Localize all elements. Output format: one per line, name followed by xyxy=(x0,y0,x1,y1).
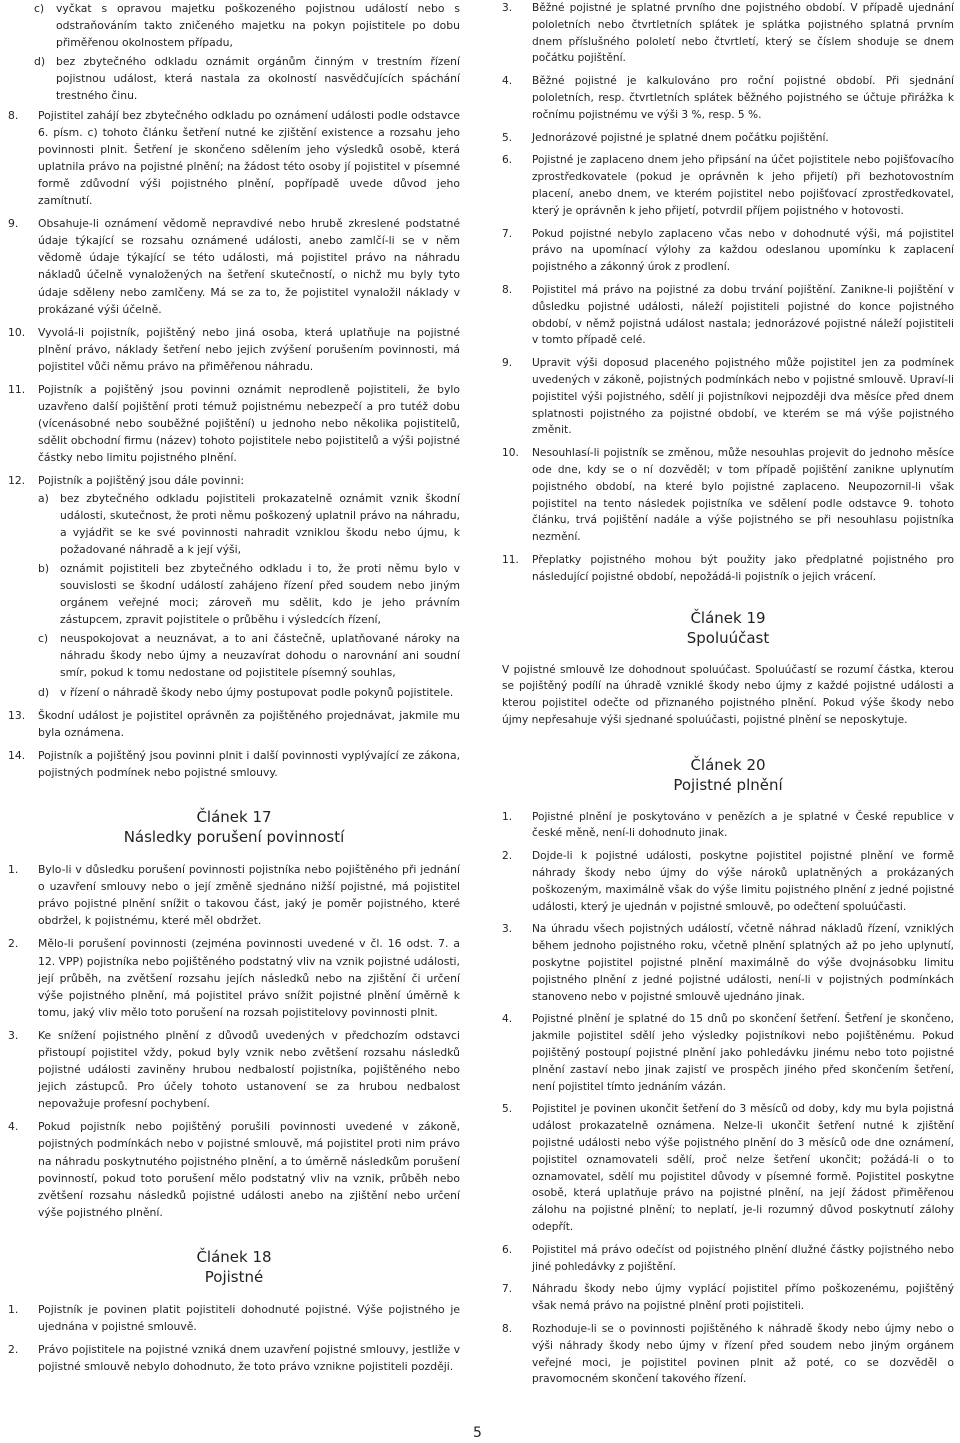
paragraph-12-b: b) oznámit pojistiteli bez zbytečného odkladu i to, že proti němu bylo v souvislosti se škodní událostí zahájeno řízení před soudem nebo jiným orgánem veřejné moci; zároveň mu sdělit, kdo je jeho právním zástupcem, zpravit pojistitele o průběhu i výsledcích řízení, xyxy=(38,561,460,627)
paragraph-13: 13. Škodní událost je pojistitel oprávněn za pojištěného projednávat, jakmile mu byla oznámena. xyxy=(8,708,460,739)
article-18-item-7: 7. Pokud pojistné nebylo zaplaceno včas nebo v dohodnuté výši, má pojistitel právo na upomínací výlohy za každou odeslanou upomínku k zaplacení pojistného a zákonný úrok z prodlení. xyxy=(502,227,954,274)
paragraph-8: 8. Pojistitel zahájí bez zbytečného odkladu po oznámení události podle odstavce 6. písm. c) tohoto článku šetření nutné ke zjištění existence a rozsahu jeho povinnosti plnit. Šetření je skončeno sdělením jeho výsledků osobě, která uplatnila právo na pojistné plnění; na žádost této osoby jí pojistitel v písemné formě zdůvodní výši pojistného plnění, popřípadě uvede důvod jeho zamítnutí. xyxy=(8,108,460,208)
page-number: 5 xyxy=(473,1425,482,1441)
article-18-item-8: 8. Pojistitel má právo na pojistné za dobu trvání pojištění. Zanikne-li pojištění v důsledku pojistné události, náleží pojistiteli pojistné do konce pojistného období, v němž pojistná událost nastala; jednorázové pojistné náleží pojistiteli v tomto případě celé. xyxy=(502,283,954,347)
article-20-item-5: 5. Pojistitel je povinen ukončit šetření do 3 měsíců od doby, kdy mu byla pojistná událost prokazatelně oznámena. Nelze-li ukončit šetření nutné k zjištění pojistné události nebo výše pojistného plnění do 3 měsíců ode dne oznámení, pojistitel oznamovateli sdělí, proč nelze šetření ukončit; požádá-li o to oznamovatel, sdělí mu pojistitel důvody v písemné formě. Pojistitel poskytne osobě, která uplatňuje právo na pojistné plnění, na její žádost přiměřenou zálohu na pojistné plnění; to neplatí, je-li rozumný důvod poskytnutí zálohy odepřít. xyxy=(502,1103,954,1234)
intro-subitems xyxy=(8,0,460,105)
article-17-item-3: 3. Ke snížení pojistného plnění z důvodů uvedených v předchozím odstavci přistoupí pojistitel vždy, pokud byly vznik nebo zvětšení rozsahu následků pojistné události zaviněny hrubou nedbalostí pojistníka, pojištěného nebo jejich zástupců. Pro účely tohoto ustanovení se za hrubou nedbalost nepovažuje profesní pochybení. xyxy=(8,1028,460,1111)
article-18-item-6: 6. Pojistné je zaplaceno dnem jeho připsání na účet pojistitele nebo pojišťovacího zprostředkovatele (pokud je oprávněn k jeho přijetí) při bezhotovostním placení, anebo dnem, ve kterém pojistitel nebo pojišťovací zprostředkovatel, který je oprávněn k jeho přijetí, potvrdil příjem pojistného v hotovosti. xyxy=(502,154,954,217)
article-20-item-1: 1. Pojistné plnění je poskytováno v penězích a je splatné v České republice v české měně, není-li dohodnuto jinak. xyxy=(502,810,954,840)
article-20-item-4: 4. Pojistné plnění je splatné do 15 dnů po skončení šetření. Šetření je skončeno, jakmile pojistitel sdělí jeho výsledky pojistníkovi nebo pojištěnému. Pokud pojištěný postoupí pojistné plnění jako pohledávku jinému nebo toto pojistné plnění zastaví nebo jinak zajistí ve prospěch jiného před skončením šetření, není pojistitel tímto jednáním vázán. xyxy=(502,1013,954,1093)
article-18-item-11: 11. Přeplatky pojistného mohou být použity jako předplatné pojistného pro následující pojistné období, nepožádá-li pojistník o jejich vrácení. xyxy=(502,553,954,583)
paragraph-12: 12. Pojistník a pojištěný jsou dále povinni: a) bez zbytečného odkladu pojistiteli prokazatelně oznámit vznik škodní události, skutečnost, že proti němu poškozený uplatnil právo na náhradu, a vyjádřit se ke své povinnosti nahradit vzniklou škodu nebo újmu, k požadované náhradě a k její výši, b) oznámit pojistiteli bez zbytečného odkladu i to, že proti němu bylo v souvislosti se škodní událostí zahájeno řízení před soudem nebo jiným orgánem veřejné moci; zároveň mu sdělit, kdo je jeho právním zástupcem, zpravit pojistitele o průběhu i výsledcích řízení, c) neuspokojovat a neuznávat, a to ani částečně, uplatňované nároky na náhradu škody nebo újmy a neuzavírat dohodu o narovnání ani soudní smír, pokud k tomu nedostane od pojistitele písemný souhlas, d) v řízení o náhradě škody nebo újmy postupovat podle pokynů pojistitele. xyxy=(8,472,460,700)
article-20-heading: Článek 20 Pojistné plnění xyxy=(673,755,783,794)
intro-item-d: d) bez zbytečného odkladu oznámit orgánům činným v trestním řízení pojistnou událost, která nastala za okolností nasvědčujících spáchání trestného činu. xyxy=(34,55,460,103)
article-20-item-7: 7. Náhradu škody nebo újmy vyplácí pojistitel přímo poškozenému, pojištěný však nemá právo na pojistné plnění proti pojistiteli. xyxy=(502,1283,954,1313)
article-20-item-2: 2. Dojde-li k pojistné události, poskytne pojistitel pojistné plnění ve formě náhrady škody nebo újmy do výše nároků uplatněných a prokázaných poškozeným, maximálně však do výše limitu pojistného plnění z jedné pojistné události, který je ujednán v pojistné smlouvě, po odečtení spoluúčasti. xyxy=(502,850,954,913)
article-20-item-3: 3. Na úhradu všech pojistných událostí, včetně náhrad nákladů řízení, vzniklých během jednoho pojistného roku, včetně plnění splatných až po jeho uplynutí, poskytne pojistitel pojistné plnění maximálně do výše dvojnásobku limitu pojistného plnění z jedné pojistné události, není-li v pojistných podmínkách stanoveno nebo v pojistné smlouvě ujednáno jinak. xyxy=(502,923,954,1003)
paragraph-9: 9. Obsahuje-li oznámení vědomě nepravdivé nebo hrubě zkreslené podstatné údaje týkající se rozsahu oznámené události, anebo zamlčí-li se v něm vědomě údaje týkající se této události, má pojistitel právo na náhradu nákladů účelně vynaložených na šetření skutečností, o nichž mu byly tyto údaje sděleny nebo zamlčeny. Má se za to, že pojistitel vynaložil náklady v prokázané výši účelně. xyxy=(8,217,460,316)
paragraph-11: 11. Pojistník a pojištěný jsou povinni oznámit neprodleně pojistiteli, že bylo uzavřeno další pojištění proti témuž pojistnému nebezpečí a pro tutéž dobu (vícenásobné nebo souběžné pojištění) u jednoho nebo několika pojistitelů, sdělit obchodní firmu (název) tohoto pojistitele nebo pojistitelů a výši pojistné částky nebo limitu pojistného plnění. xyxy=(8,382,460,465)
paragraph-14: 14. Pojistník a pojištěný jsou povinni plnit i další povinnosti vyplývající ze zákona, pojistných podmínek nebo pojistné smlouvy. xyxy=(8,748,460,779)
left-column xyxy=(8,0,460,1381)
article-18-item-1: 1. Pojistník je povinen platit pojistiteli dohodnuté pojistné. Výše pojistného je ujednána v pojistné smlouvě. xyxy=(8,1302,460,1333)
article-19-text: V pojistné smlouvě lze dohodnout spoluúčast. Spoluúčastí se rozumí částka, kterou se pojištěný podílí na úhradě vzniklé škody nebo újmy z každé pojistné události a kterou pojistitel odečte od přiznaného pojistného plnění. Pokud výše škody nebo újmy nepřesahuje výši sjednané spoluúčasti, pojistné plnění se neposkytuje. xyxy=(502,663,954,726)
article-17-item-2: 2. Mělo-li porušení povinnosti (zejména povinnosti uvedené v čl. 16 odst. 7. a 12. VPP) pojistníka nebo pojištěného podstatný vliv na vznik pojistné události, její průběh, na zvětšení rozsahu jejích následků nebo na zjištění či určení výše pojistného plnění, má pojistitel právo snížit pojistné plnění úměrně k tomu, jaký vliv mělo toto porušení na rozsah pojistitelovy povinnosti plnit. xyxy=(8,937,460,1019)
article-17-heading: Článek 17 Následky porušení povinností xyxy=(123,808,345,847)
article-18-item-10: 10. Nesouhlasí-li pojistník se změnou, může nesouhlas projevit do jednoho měsíce ode dne, kdy se o ní dozvěděl; v tom případě pojištění zanikne uplynutím pojistného období, na které bylo pojistné zaplaceno. Neupozornil-li však pojistitel na tento následek pojistníka ve sdělení podle odstavce 9. tohoto článku, trvá pojištění nadále a výše pojistného se při nesouhlasu pojistníka nezmění. xyxy=(502,447,954,544)
article-20-item-8: 8. Rozhoduje-li se o povinnosti pojištěného k náhradě škody nebo újmy nebo o výši náhrady škody nebo újmy v řízení před soudem nebo jiným orgánem veřejné moci, je pojistitel povinen plnit až poté, co se dozvěděl o pravomocném skončení takového řízení. xyxy=(502,1323,954,1386)
paragraph-12-d: d) v řízení o náhradě škody nebo újmy postupovat podle pokynů pojistitele. xyxy=(38,685,454,699)
right-column xyxy=(502,0,954,1394)
paragraph-10: 10. Vyvolá-li pojistník, pojištěný nebo jiná osoba, která uplatňuje na pojistné plnění právo, náklady šetření nebo jejich zvýšení porušením povinnosti, má pojistitel vůči němu právo na přiměřenou náhradu. xyxy=(8,325,460,373)
article-18-item-2: 2. Právo pojistitele na pojistné vzniká dnem uzavření pojistné smlouvy, jestliže v pojistné smlouvě nebylo dohodnuto, že toto právo vznikne pojistiteli později. xyxy=(8,1343,460,1374)
article-19-heading: Článek 19 Spoluúčast xyxy=(686,608,770,647)
article-18-item-4: 4. Běžné pojistné je kalkulováno pro roční pojistné období. Při sjednání pololetních, resp. čtvrtletních splátek běžného pojistného se účtuje přirážka k ročnímu pojistnému ve výši 3 %, resp. 5 %. xyxy=(502,75,954,121)
article-20-item-6: 6. Pojistitel má právo odečíst od pojistného plnění dlužné částky pojistného nebo jiné pohledávky z pojištění. xyxy=(502,1243,954,1273)
paragraph-12-a: a) bez zbytečného odkladu pojistiteli prokazatelně oznámit vznik škodní události, skutečnost, že proti němu poškozený uplatnil právo na náhradu, a vyjádřit se ke své povinnosti nahradit vzniklou škodu nebo újmu, k požadované náhradě a k její výši, xyxy=(38,491,460,556)
article-18-heading: Článek 18 Pojistné xyxy=(196,1247,272,1286)
article-18-item-5: 5. Jednorázové pojistné je splatné dnem počátku pojištění. xyxy=(502,131,829,144)
paragraph-12-c: c) neuspokojovat a neuznávat, a to ani částečně, uplatňované nároky na náhradu škody nebo újmy a neuzavírat dohodu o narovnání ani soudní smír, pokud k tomu nedostane od pojistitele písemný souhlas, xyxy=(38,632,460,680)
article-18-item-3: 3. Běžné pojistné je splatné prvního dne pojistného období. V případě ujednání pololetních nebo čtvrtletních splátek je splátka pojistného splatná prvním dnem příslušného pololetí nebo čtvrtletí, který se číslem shoduje se dnem počátku pojištění. xyxy=(502,2,954,65)
article-17-item-4: 4. Pokud pojistník nebo pojištěný porušili povinnosti uvedené v zákoně, pojistných podmínkách nebo v pojistné smlouvě, má pojistitel proti nim právo na náhradu poskytnutého pojistného plnění, a to úměrně následkům porušení povinností, pokud toto porušení mělo podstatný vliv na vznik, průběh nebo zvětšení rozsahu následků pojistné události anebo na zjištění nebo určení výše pojistného plnění. xyxy=(8,1120,460,1219)
intro-item-c: c) vyčkat s opravou majetku poškozeného pojistnou událostí nebo s odstraňováním takto zničeného majetku na pokyn pojistitele po dobu přiměřenou okolnostem případu, xyxy=(34,2,460,50)
article-18-item-9: 9. Upravit výši doposud placeného pojistného může pojistitel jen za podmínek uvedených v zákoně, pojistných podmínkách nebo v pojistné smlouvě. Upraví-li pojistitel výši pojistného, sdělí ji pojistníkovi nejpozději dva měsíce před dnem splatnosti pojistného za pojistné období, ve kterém se má výše pojistného změnit. xyxy=(502,357,954,437)
article-17-item-1: 1. Bylo-li v důsledku porušení povinnosti pojistníka nebo pojištěného při jednání o uzavření smlouvy nebo o její změně sjednáno nižší pojistné, má pojistitel právo pojistné plnění snížit o takovou část, jaký je poměr pojistného, které obdržel, k pojistnému, které měl obdržet. xyxy=(8,863,460,928)
